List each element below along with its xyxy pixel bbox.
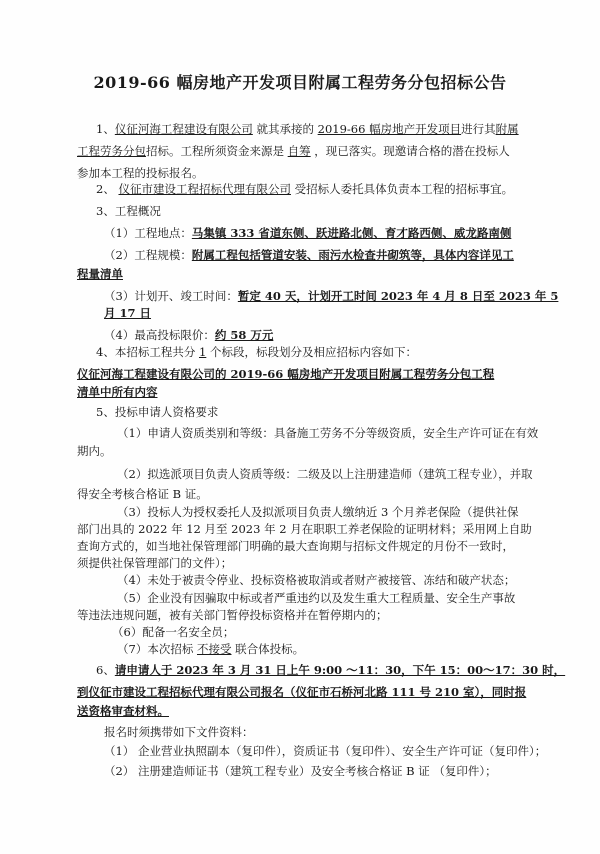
para-1-line-2: 工程劳务分包招标。工程所须资金来源是 自筹 ，现已落实。现邀请合格的潜在投标人 xyxy=(77,144,510,158)
tenderer-name: 仪征河海工程建设有限公司 xyxy=(114,122,253,136)
project-period-line-2: 月 17 日 xyxy=(104,306,152,320)
project-scale-line-1: （2）工程规模：附属工程包括管道安装、雨污水检查井砌筑等，具体内容详见工 xyxy=(104,248,514,262)
req-3-line-2: 部门出具的 2022 年 12 月至 2023 年 2 月在职职工养老保险的证明材料；采用网上自助 xyxy=(77,522,532,536)
section-6-line-1: 6、请申请人于 2023 年 3 月 31 日上午 9:00 ～11：30，下午 15：00～17：30 时， xyxy=(96,663,566,677)
section-4-line-1: 4、本招标工程共分 1 个标段，标段划分及相应招标内容如下： xyxy=(96,345,417,359)
req-5-line-1: （5）企业没有因骗取中标或者严重违约以及发生重大工程质量、安全生产事故 xyxy=(117,591,516,605)
req-4: （4）未处于被责令停业、投标资格被取消或者财产被接管、冻结和破产状态； xyxy=(117,573,516,587)
para-1-line-3: 参加本工程的投标报名。 xyxy=(77,166,204,180)
req-3-line-1: （3）投标人为授权委托人及拟派项目负责人缴纳近 3 个月养老保险（提供社保 xyxy=(117,505,519,519)
lot-content-line-1: 仪征河海工程建设有限公司的 2019-66 幅房地产开发项目附属工程劳务分包工程 xyxy=(77,367,495,381)
req-7: （7）本次招标 不接受 联合体投标。 xyxy=(117,642,305,656)
section-3-heading: 3、工程概况 xyxy=(96,204,161,218)
section-6-line-2: 到仪征市建设工程招标代理有限公司报名（仪征市石桥河北路 111 号 210 室），同时报 xyxy=(77,685,527,699)
consortium-not-accepted: 不接受 xyxy=(196,642,232,656)
lot-content-line-2: 清单中所有内容 xyxy=(77,385,158,399)
req-6: （6）配备一名安全员； xyxy=(112,625,235,639)
req-3-line-3: 查询方式的，如当地社保管理部门明确的最大查询期与招标文件规定的月份不一致时， xyxy=(77,539,514,553)
project-scale-line-2: 程量清单 xyxy=(77,267,123,281)
agent-name: 仪征市建设工程招标代理有限公司 xyxy=(118,182,291,196)
req-1-line-2: 期内。 xyxy=(77,444,112,458)
para-1-line-1: 1、仪征河海工程建设有限公司 就其承接的 2019-66 幅房地产开发项目进行其附属 xyxy=(96,122,519,136)
req-3-line-4: 须提供社保管理部门的文件）； xyxy=(77,556,233,570)
lot-count: 1 xyxy=(198,345,207,359)
req-5-line-2: 等违法违规问题，被有关部门暂停投标资格并在暂停期内的； xyxy=(77,608,388,622)
docs-heading: 报名时须携带如下文件资料： xyxy=(104,725,254,739)
section-6-line-3: 送资格审查材料。 xyxy=(77,704,169,718)
docs-item-2: （2） 注册建造师证书（建筑工程专业）及安全考核合格证 B 证 （复印件）； xyxy=(104,764,497,778)
para-2: 2、 仪征市建设工程招标代理有限公司 受招标人委托具体负责本工程的招标事宜。 xyxy=(96,182,514,196)
project-location: （1）工程地点：马集镇 333 省道东侧、跃进路北侧、育才路西侧、威龙路南侧 xyxy=(104,226,512,240)
section-5-heading: 5、投标申请人资格要求 xyxy=(96,405,219,419)
req-1-line-1: （1）申请人资质类别和等级：具备施工劳务不分等级资质，安全生产许可证在有效 xyxy=(117,426,539,440)
max-bid-price: （4）最高投标限价：约 58 万元 xyxy=(104,328,274,342)
req-2-line-1: （2）拟选派项目负责人资质等级：二级及以上注册建造师（建筑工程专业），并取 xyxy=(117,467,533,481)
project-name: 2019-66 幅房地产开发项目 xyxy=(317,122,462,136)
req-2-line-2: 得安全考核合格证 B 证。 xyxy=(77,487,208,501)
fund-source: 自筹 xyxy=(287,144,311,158)
docs-item-1: （1） 企业营业执照副本（复印件），资质证书（复印件）、安全生产许可证（复印件）； xyxy=(104,744,547,758)
project-period-line-1: （3）计划开、竣工时间：暂定 40 天，计划开工时间 2023 年 4 月 8 日至 2023 年 5 xyxy=(104,289,559,303)
document-title: 2019-66 幅房地产开发项目附属工程劳务分包招标公告 xyxy=(93,73,507,92)
